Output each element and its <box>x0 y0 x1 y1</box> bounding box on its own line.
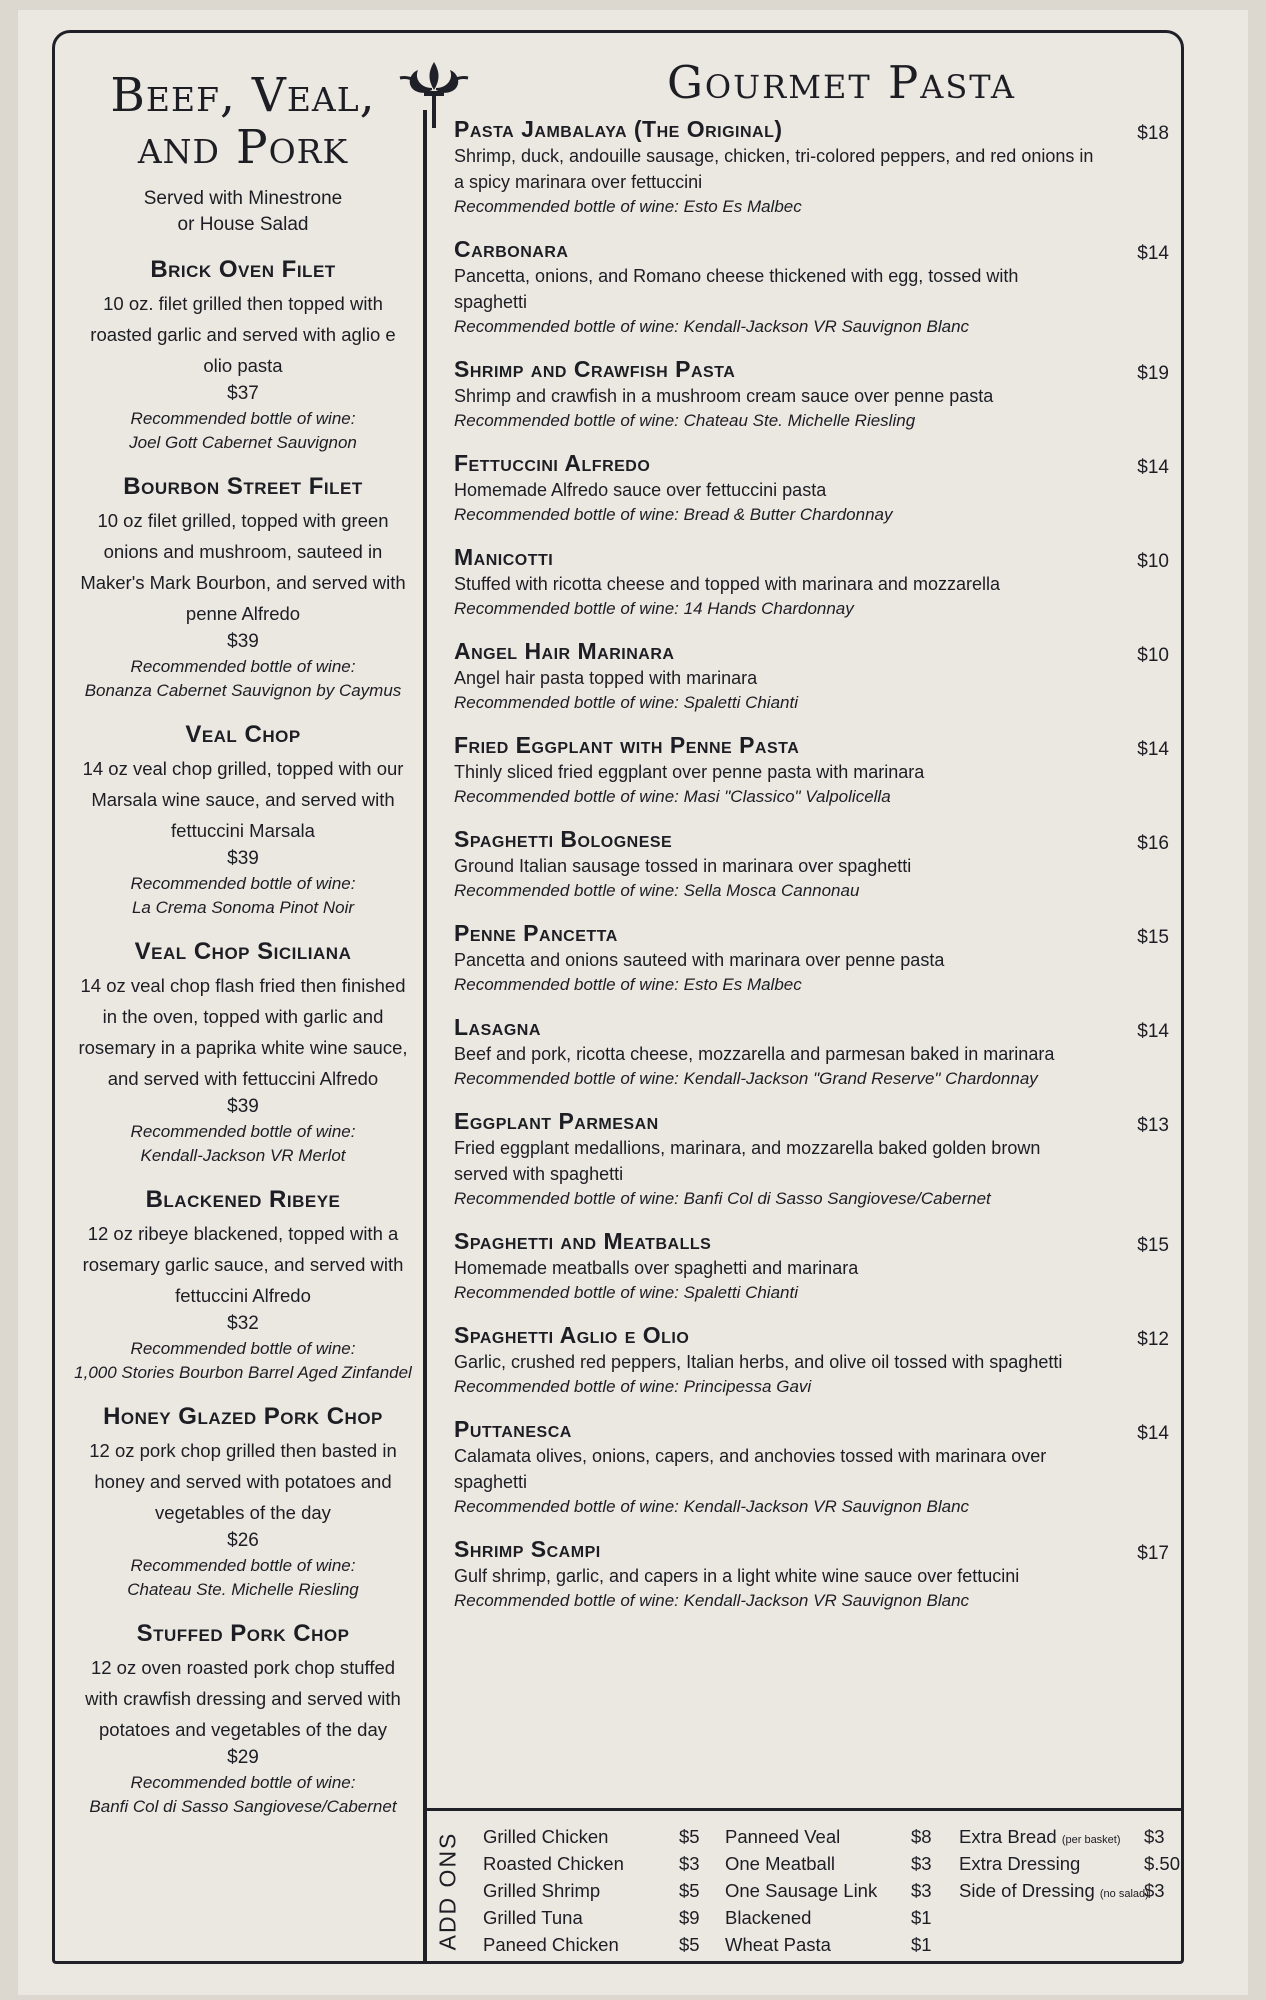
add-on-item <box>959 1823 1177 1850</box>
item-description: Homemade Alfredo sauce over fettuccini pasta <box>454 480 827 500</box>
wine-label: Recommended bottle of wine: <box>454 1497 679 1516</box>
item-price: $14 <box>1137 243 1169 264</box>
wine-name: Masi "Classico" Valpolicella <box>683 787 891 806</box>
menu-item <box>454 1535 1169 1613</box>
wine-name: Sella Mosca Cannonau <box>683 881 860 900</box>
item-price: $29 <box>227 1747 259 1768</box>
item-description: Fried eggplant medallions, marinara, and mozzarella baked golden brown served with spaghetti <box>454 1138 1041 1184</box>
wine-label: Recommended bottle of wine: <box>130 409 356 428</box>
menu-item <box>454 1321 1169 1399</box>
add-on-item <box>483 1904 700 1931</box>
item-name: Fried Eggplant with Penne Pasta <box>454 732 800 758</box>
wine-recommendation <box>454 785 1169 809</box>
item-description: Thinly sliced fried eggplant over penne pasta with marinara <box>454 762 925 782</box>
item-name: Shrimp Scampi <box>454 1536 601 1562</box>
add-on-item <box>725 1904 955 1931</box>
item-price: $39 <box>227 1096 259 1117</box>
item-name: Bourbon Street Filet <box>123 473 363 500</box>
add-on-name: Roasted Chicken <box>483 1853 624 1874</box>
wine-recommendation: 1,000 Stories Bourbon Barrel Aged Zinfandel <box>74 1363 412 1382</box>
item-name: Blackened Ribeye <box>145 1186 341 1213</box>
item-description: Shrimp and crawfish in a mushroom cream sauce over penne pasta <box>454 386 994 406</box>
add-on-item <box>483 1823 700 1850</box>
menu-item <box>454 355 1169 433</box>
wine-label: Recommended bottle of wine: <box>130 657 356 676</box>
item-price: $12 <box>1137 1329 1169 1350</box>
add-on-name: One Sausage Link <box>725 1880 878 1901</box>
item-name: Spaghetti and Meatballs <box>454 1228 712 1254</box>
wine-recommendation: Banfi Col di Sasso Sangiovese/Cabernet <box>89 1797 397 1816</box>
item-name: Fettuccini Alfredo <box>454 450 651 476</box>
menu-item <box>454 1013 1169 1091</box>
wine-recommendation <box>454 409 1169 433</box>
item-name: Stuffed Pork Chop <box>136 1620 350 1647</box>
item-name: Eggplant Parmesan <box>454 1108 659 1134</box>
item-price: $17 <box>1137 1543 1169 1564</box>
wine-recommendation <box>454 503 1169 527</box>
item-price: $32 <box>227 1313 259 1334</box>
item-description: Ground Italian sausage tossed in marinara over spaghetti <box>454 856 912 876</box>
item-name: Lasagna <box>454 1014 541 1040</box>
wine-name: 14 Hands Chardonnay <box>683 599 854 618</box>
wine-recommendation <box>454 973 1169 997</box>
item-price: $39 <box>227 631 259 652</box>
menu-item <box>68 256 418 455</box>
item-name: Manicotti <box>454 544 554 570</box>
wine-recommendation: Joel Gott Cabernet Sauvignon <box>129 433 357 452</box>
add-on-item <box>725 1877 955 1904</box>
item-description: 12 oz oven roasted pork chop stuffed with crawfish dressing and served with potatoes and vegetables of the day <box>85 1657 401 1740</box>
add-on-price: $9 <box>679 1907 700 1928</box>
menu-item <box>454 1415 1169 1519</box>
add-on-price: $5 <box>679 1934 700 1955</box>
add-on-price: $3 <box>911 1853 932 1874</box>
add-on-price: $5 <box>679 1880 700 1901</box>
wine-recommendation <box>454 1589 1169 1613</box>
item-name: Carbonara <box>454 236 569 262</box>
item-description: Homemade meatballs over spaghetti and marinara <box>454 1258 859 1278</box>
item-price: $37 <box>227 383 259 404</box>
item-description: 14 oz veal chop grilled, topped with our Marsala wine sauce, and served with fettuccini Marsala <box>82 758 404 841</box>
item-name: Shrimp and Crawfish Pasta <box>454 356 736 382</box>
wine-label: Recommended bottle of wine: <box>130 1122 356 1141</box>
item-price: $19 <box>1137 363 1169 384</box>
add-on-item <box>959 1877 1177 1904</box>
add-on-price: $1 <box>911 1907 932 1928</box>
add-on-name: Paneed Chicken <box>483 1934 619 1955</box>
add-on-price: $3 <box>679 1853 700 1874</box>
item-name: Penne Pancetta <box>454 920 618 946</box>
wine-name: Spaletti Chianti <box>683 1283 798 1302</box>
item-description: Garlic, crushed red peppers, Italian herbs, and olive oil tossed with spaghetti <box>454 1352 1063 1372</box>
item-description: 10 oz. filet grilled then topped with roasted garlic and served with aglio e olio pasta <box>90 293 396 376</box>
item-description: Shrimp, duck, andouille sausage, chicken, tri-colored peppers, and red onions in a spicy marinara over fettuccini <box>454 146 1094 192</box>
item-price: $18 <box>1137 123 1169 144</box>
menu-item <box>454 919 1169 997</box>
add-on-price: $3 <box>1144 1826 1165 1847</box>
wine-name: Chateau Ste. Michelle Riesling <box>683 411 916 430</box>
wine-name: Kendall-Jackson VR Sauvignon Blanc <box>683 1591 970 1610</box>
wine-name: Spaletti Chianti <box>683 693 798 712</box>
wine-recommendation <box>454 879 1169 903</box>
add-on-name: Blackened <box>725 1907 812 1928</box>
item-name: Honey Glazed Pork Chop <box>103 1403 383 1430</box>
add-on-item <box>483 1931 700 1958</box>
wine-label: Recommended bottle of wine: <box>454 317 679 336</box>
item-price: $15 <box>1137 927 1169 948</box>
wine-recommendation <box>454 1067 1169 1091</box>
add-on-price: $3 <box>1144 1880 1165 1901</box>
menu-item <box>454 637 1169 715</box>
wine-label: Recommended bottle of wine: <box>454 787 679 806</box>
item-price: $10 <box>1137 551 1169 572</box>
item-price: $14 <box>1137 1021 1169 1042</box>
wine-name: Esto Es Malbec <box>683 975 802 994</box>
item-description: Gulf shrimp, garlic, and capers in a light white wine sauce over fettucini <box>454 1566 1020 1586</box>
section-title: Gourmet Pasta <box>666 56 1017 109</box>
add-on-note: (per basket) <box>1061 1834 1121 1846</box>
wine-recommendation <box>454 1495 1169 1519</box>
menu-item <box>454 1227 1169 1305</box>
wine-name: Kendall-Jackson VR Sauvignon Blanc <box>683 317 970 336</box>
item-description: 12 oz pork chop grilled then basted in honey and served with potatoes and vegetables of the day <box>89 1440 397 1523</box>
add-on-item <box>483 1850 700 1877</box>
item-description: 14 oz veal chop flash fried then finished in the oven, topped with garlic and rosemary in a paprika white wine sauce, and served with fettuccini Alfredo <box>78 975 408 1089</box>
add-on-name: Grilled Chicken <box>483 1826 609 1847</box>
wine-label: Recommended bottle of wine: <box>454 881 679 900</box>
menu-item <box>454 825 1169 903</box>
add-on-name: One Meatball <box>725 1853 836 1874</box>
wine-name: Principessa Gavi <box>683 1377 812 1396</box>
menu-item <box>68 1620 418 1819</box>
add-on-item <box>483 1877 700 1904</box>
add-on-name: Panneed Veal <box>725 1826 841 1847</box>
add-on-item <box>959 1850 1181 1877</box>
wine-recommendation: La Crema Sonoma Pinot Noir <box>131 898 355 917</box>
menu-item <box>68 721 418 920</box>
wine-label: Recommended bottle of wine: <box>454 975 679 994</box>
wine-name: Esto Es Malbec <box>683 197 802 216</box>
menu-item <box>454 449 1169 527</box>
item-name: Spaghetti Bolognese <box>454 826 673 852</box>
add-on-name: Grilled Shrimp <box>483 1880 601 1901</box>
section-subtitle: Served with Minestrone or House Salad <box>143 188 343 235</box>
menu-item <box>68 473 418 703</box>
wine-recommendation: Kendall-Jackson VR Merlot <box>140 1146 346 1165</box>
wine-name: Banfi Col di Sasso Sangiovese/Cabernet <box>683 1189 991 1208</box>
item-description: 12 oz ribeye blackened, topped with a rosemary garlic sauce, and served with fettuccini Alfredo <box>82 1223 404 1306</box>
gourmet-pasta-section <box>454 56 1169 1613</box>
item-name: Veal Chop Siciliana <box>134 938 352 965</box>
add-on-item <box>725 1823 955 1850</box>
wine-label: Recommended bottle of wine: <box>454 1283 679 1302</box>
item-price: $26 <box>227 1530 259 1551</box>
menu-item <box>68 1186 418 1385</box>
wine-label: Recommended bottle of wine: <box>454 693 679 712</box>
wine-label: Recommended bottle of wine: <box>454 411 679 430</box>
add-on-name: Wheat Pasta <box>725 1934 831 1955</box>
wine-recommendation <box>454 1187 1169 1211</box>
wine-name: Kendall-Jackson VR Sauvignon Blanc <box>683 1497 970 1516</box>
item-description: Stuffed with ricotta cheese and topped with marinara and mozzarella <box>454 574 1000 594</box>
add-on-item <box>725 1931 955 1958</box>
add-on-name: Side of Dressing <box>959 1880 1095 1901</box>
wine-label: Recommended bottle of wine: <box>130 1556 356 1575</box>
add-on-item <box>725 1850 955 1877</box>
wine-recommendation <box>454 1375 1169 1399</box>
item-price: $14 <box>1137 1423 1169 1444</box>
wine-label: Recommended bottle of wine: <box>454 1189 679 1208</box>
menu-item <box>68 1403 418 1602</box>
item-price: $10 <box>1137 645 1169 666</box>
item-price: $39 <box>227 848 259 869</box>
wine-label: Recommended bottle of wine: <box>454 197 679 216</box>
add-on-name: Extra Bread <box>959 1826 1057 1847</box>
add-on-price: $8 <box>911 1826 932 1847</box>
wine-recommendation <box>454 1281 1169 1305</box>
wine-label: Recommended bottle of wine: <box>454 1069 679 1088</box>
wine-label: Recommended bottle of wine: <box>130 874 356 893</box>
add-on-note: (no salad) <box>1099 1888 1149 1900</box>
beef-veal-pork-section <box>68 70 418 1819</box>
wine-label: Recommended bottle of wine: <box>130 1339 356 1358</box>
menu-item <box>454 235 1169 339</box>
item-description: Calamata olives, onions, capers, and anchovies tossed with marinara over spaghetti <box>454 1446 1047 1492</box>
add-on-price: $3 <box>911 1880 932 1901</box>
add-ons-label: ADD ONS <box>434 1831 461 1951</box>
item-description: 10 oz filet grilled, topped with green onions and mushroom, sauteed in Maker's Mark Bourbon, and served with penne Alfredo <box>80 510 406 624</box>
item-name: Pasta Jambalaya (The Original) <box>454 116 783 142</box>
wine-recommendation: Chateau Ste. Michelle Riesling <box>127 1580 359 1599</box>
add-on-name: Grilled Tuna <box>483 1907 583 1928</box>
menu-item <box>454 731 1169 809</box>
item-description: Pancetta and onions sauteed with marinara over penne pasta <box>454 950 945 970</box>
item-price: $14 <box>1137 739 1169 760</box>
add-on-name: Extra Dressing <box>959 1853 1081 1874</box>
wine-label: Recommended bottle of wine: <box>130 1773 356 1792</box>
item-name: Spaghetti Aglio e Olio <box>454 1322 690 1348</box>
wine-name: Bread & Butter Chardonnay <box>683 505 893 524</box>
item-name: Puttanesca <box>454 1416 572 1442</box>
add-on-price: $1 <box>911 1934 932 1955</box>
add-ons-section <box>427 1808 1181 1964</box>
wine-name: Kendall-Jackson "Grand Reserve" Chardonnay <box>683 1069 1038 1088</box>
menu-item <box>68 938 418 1168</box>
menu-item <box>454 1107 1169 1211</box>
column-divider <box>423 110 427 1962</box>
wine-recommendation <box>454 691 1169 715</box>
menu-item <box>454 543 1169 621</box>
wine-label: Recommended bottle of wine: <box>454 505 679 524</box>
item-price: $16 <box>1137 833 1169 854</box>
menu-item <box>454 115 1169 219</box>
wine-recommendation <box>454 315 1169 339</box>
section-title: Beef, Veal, and Pork <box>110 68 376 175</box>
wine-label: Recommended bottle of wine: <box>454 1377 679 1396</box>
item-description: Angel hair pasta topped with marinara <box>454 668 758 688</box>
wine-recommendation <box>454 195 1169 219</box>
item-name: Brick Oven Filet <box>150 256 336 283</box>
add-on-price: $5 <box>679 1826 700 1847</box>
item-price: $15 <box>1137 1235 1169 1256</box>
item-name: Veal Chop <box>185 721 301 748</box>
wine-label: Recommended bottle of wine: <box>454 1591 679 1610</box>
item-price: $13 <box>1137 1115 1169 1136</box>
item-name: Angel Hair Marinara <box>454 638 675 664</box>
add-on-price: $.50 <box>1144 1853 1181 1874</box>
item-price: $14 <box>1137 457 1169 478</box>
item-description: Pancetta, onions, and Romano cheese thickened with egg, tossed with spaghetti <box>454 266 1019 312</box>
wine-recommendation: Bonanza Cabernet Sauvignon by Caymus <box>84 681 402 700</box>
item-description: Beef and pork, ricotta cheese, mozzarella and parmesan baked in marinara <box>454 1044 1055 1064</box>
wine-label: Recommended bottle of wine: <box>454 599 679 618</box>
wine-recommendation <box>454 597 1169 621</box>
